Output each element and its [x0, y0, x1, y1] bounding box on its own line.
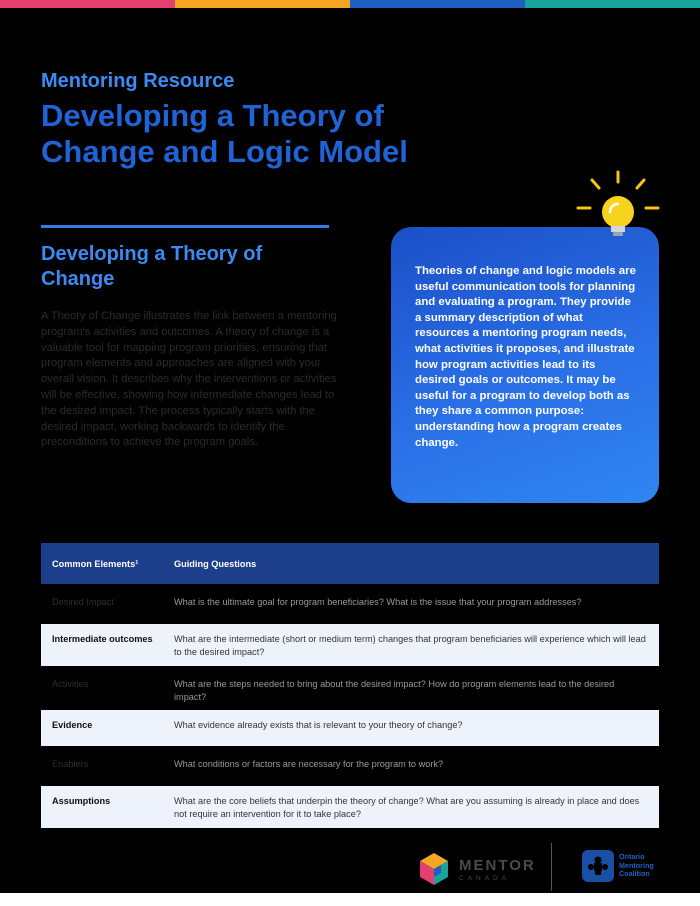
element-cell: Activities: [41, 669, 164, 707]
table-row: [41, 624, 659, 666]
top-bar-segment-teal: [525, 0, 700, 8]
table-row: [41, 749, 659, 783]
elements-table: [41, 543, 659, 828]
element-cell: Intermediate outcomes: [41, 624, 164, 666]
table-row: [41, 587, 659, 621]
question-cell: What conditions or factors are necessary for the program to work?: [164, 749, 659, 783]
header-common-elements: Common Elements¹: [41, 543, 164, 584]
table-row: [41, 669, 659, 707]
eyebrow-label: Mentoring Resource: [41, 70, 235, 92]
element-cell: Evidence: [41, 710, 164, 746]
element-cell: Assumptions: [41, 786, 164, 828]
table-row: [41, 786, 659, 828]
lightbulb-icon: [574, 168, 660, 240]
header-guiding-questions: Guiding Questions: [164, 543, 659, 584]
top-bar-segment-blue: [350, 0, 525, 8]
footer-divider: [551, 843, 552, 891]
page-title: Developing a Theory of Change and Logic Model: [41, 98, 408, 169]
mentor-sub: CANADA: [459, 874, 511, 882]
section-divider: [41, 225, 329, 228]
table-row: [41, 710, 659, 746]
top-bar-segment-orange: [175, 0, 350, 8]
ontario-mentoring-coalition-logo: [582, 850, 663, 882]
section-title: Developing a Theory of Change: [41, 243, 263, 290]
question-cell: What are the steps needed to bring about the desired impact? How do program elements lead to the desired impact?: [164, 669, 659, 707]
mentor-name: MENTOR: [459, 856, 536, 874]
intro-paragraph: A Theory of Change illustrates the link between a mentoring program's activities and outcomes. A theory of change is a valuable tool for mapping program priorities, ensuring that program elements and approaches are aligned with your overall vision. It describes why the interventions or activities will be effective, showing how intermediate changes lead to the desired impact. The process typically starts with the desired impact, working backwards to identify the preconditions to achieve the program goals.: [41, 310, 337, 449]
question-cell: What are the core beliefs that underpin the theory of change? What are you assuming is already in place and does not require an intervention for it to take place?: [164, 786, 659, 828]
omc-puzzle-icon: [582, 850, 614, 882]
table-header-row: [41, 543, 659, 584]
mentor-cube-icon: [416, 851, 452, 887]
mentor-canada-logo: [416, 851, 536, 887]
callout-text: Theories of change and logic models are useful communication tools for planning and evaluating a program. They provide a summary description of what resources a mentoring program needs, what activities it proposes, and illustrate how program activities lead to its desired goals or outcomes. It may be useful for a program to develop both as they share a common purpose: understanding how a program creates change.: [415, 265, 636, 449]
question-cell: What are the intermediate (short or medium term) changes that program beneficiaries will experience which will lead to the desired impact?: [164, 624, 659, 666]
question-cell: What is the ultimate goal for program beneficiaries? What is the issue that your program addresses?: [164, 587, 659, 621]
bottom-strip: [0, 893, 700, 906]
top-color-bar: [0, 0, 700, 8]
omc-name: Ontario Mentoring Coalition: [619, 852, 654, 879]
top-bar-segment-pink: [0, 0, 175, 8]
element-cell: Desired Impact: [41, 587, 164, 621]
element-cell: Enablers: [41, 749, 164, 783]
callout-box: [391, 227, 659, 503]
question-cell: What evidence already exists that is relevant to your theory of change?: [164, 710, 659, 746]
